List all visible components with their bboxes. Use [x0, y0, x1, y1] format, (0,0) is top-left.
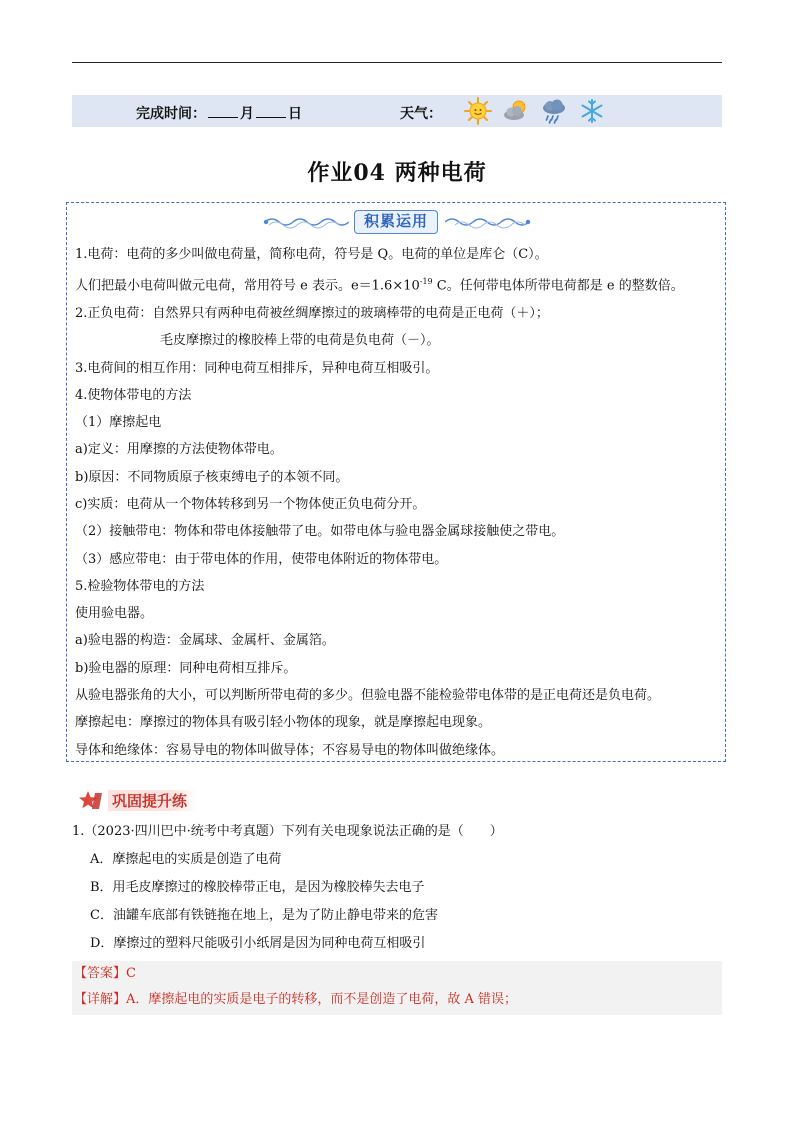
sun-icon	[464, 97, 492, 125]
weather-label: 天气：	[400, 106, 442, 122]
left-wave-decoration	[263, 215, 349, 229]
summary-badge: 积累运用	[354, 210, 438, 234]
snowflake-icon	[578, 97, 606, 125]
summary-line: 2.正负电荷：自然界只有两种电荷被丝绸摩擦过的玻璃棒带的电荷是正电荷（＋）；	[75, 305, 549, 321]
summary-line: a)定义：用摩擦的方法使物体带电。	[75, 442, 283, 458]
day-blank	[256, 105, 286, 118]
completion-time: 完成时间： 月 日	[136, 106, 302, 122]
option-d: D．摩擦过的塑料尺能吸引小纸屑是因为同种电荷互相吸引	[90, 936, 426, 951]
summary-line: 人们把最小电荷叫做元电荷，常用符号 e 表示。$e=1.6\times 10^{-19}$ C。任何带电体所带电荷都是 e 的整数倍。	[75, 277, 684, 294]
summary-box	[66, 202, 726, 762]
summary-line: 5.检验物体带电的方法	[75, 578, 205, 594]
practice-heading-label: 巩固提升练	[108, 790, 197, 811]
header-bar	[72, 95, 722, 127]
summary-line: 4.使物体带电的方法	[75, 387, 192, 403]
question-1	[72, 818, 732, 958]
question-stem: 1.（2023·四川巴中·统考中考真题）下列有关电现象说法正确的是（ ）	[72, 824, 503, 839]
summary-line: 导体和绝缘体：容易导电的物体叫做导体；不容易导电的物体叫做绝缘体。	[75, 742, 505, 758]
summary-line: 摩擦起电：摩擦过的物体具有吸引轻小物体的现象，就是摩擦起电现象。	[75, 715, 492, 731]
summary-text	[75, 241, 684, 764]
summary-line: a)验电器的构造：金属球、金属杆、金属箔。	[75, 633, 335, 649]
summary-header	[67, 209, 725, 237]
right-wave-decoration	[445, 215, 531, 229]
summary-line: 从验电器张角的大小，可以判断所带电荷的多少。但验电器不能检验带电体带的是正电荷还是负电荷。	[75, 688, 661, 704]
summary-line: b)验电器的原理：同种电荷相互排斥。	[75, 660, 297, 676]
star-icon	[78, 789, 106, 813]
summary-line: （1）摩擦起电	[75, 415, 162, 431]
option-b: B．用毛皮摩擦过的橡胶棒带正电，是因为橡胶棒失去电子	[90, 880, 425, 895]
summary-line: 3.电荷间的相互作用：同种电荷互相排斥，异种电荷互相吸引。	[75, 360, 439, 376]
explanation-line: 【详解】A．摩擦起电的实质是电子的转移，而不是创造了电荷，故 A 错误；	[74, 992, 518, 1007]
answer-block	[72, 961, 722, 1015]
rain-icon	[540, 97, 568, 125]
summary-line: 毛皮摩擦过的橡胶棒上带的电荷是负电荷（－）。	[160, 333, 440, 349]
weather-icons	[464, 97, 606, 125]
summary-line: 使用验电器。	[75, 606, 154, 622]
top-rule	[72, 62, 722, 63]
answer-line: 【答案】C	[74, 966, 136, 981]
page-title: 作业04 两种电荷	[307, 160, 487, 186]
month-blank	[208, 105, 238, 118]
summary-line: c)实质：电荷从一个物体转移到另一个物体使正负电荷分开。	[75, 497, 426, 512]
partly-cloudy-icon	[502, 97, 530, 125]
summary-line: 1.电荷：电荷的多少叫做电荷量，简称电荷，符号是 Q。电荷的单位是库仑（C）。	[75, 247, 548, 262]
summary-line: （3）感应带电：由于带电体的作用，使带电体附近的物体带电。	[75, 551, 448, 567]
option-a: A．摩擦起电的实质是创造了电荷	[90, 852, 282, 867]
summary-line: b)原因：不同物质原子核束缚电子的本领不同。	[75, 469, 349, 485]
summary-line: （2）接触带电：物体和带电体接触带了电。如带电体与验电器金属球接触使之带电。	[75, 524, 565, 540]
option-c: C．油罐车底部有铁链拖在地上，是为了防止静电带来的危害	[90, 908, 438, 923]
